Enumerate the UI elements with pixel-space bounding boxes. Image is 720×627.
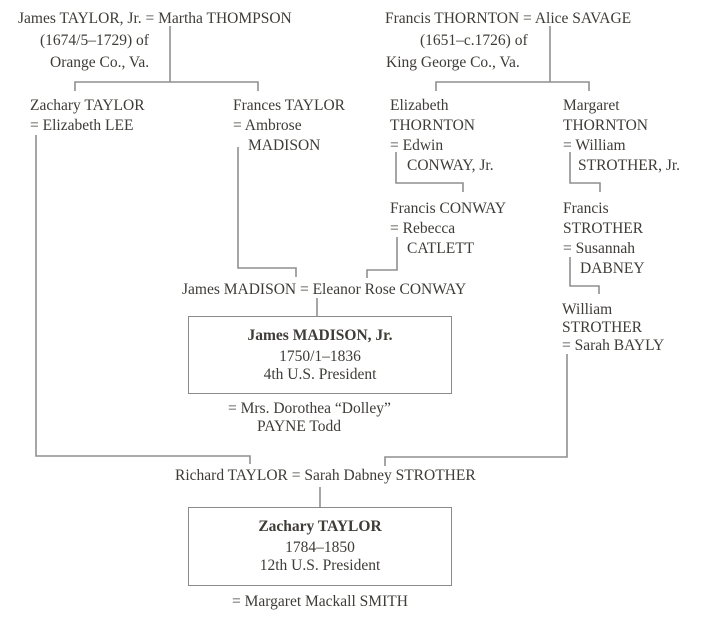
- person-line: William: [562, 301, 613, 318]
- president-name: Zachary TAYLOR: [258, 518, 382, 535]
- couple-name: James TAYLOR, Jr. = Martha THOMPSON: [18, 10, 292, 27]
- president-title: 12th U.S. President: [259, 557, 381, 574]
- person-line: Francis CONWAY: [390, 200, 507, 217]
- spouse-line: MADISON: [248, 137, 321, 154]
- president-name: James MADISON, Jr.: [247, 326, 393, 344]
- couple-place: Orange Co., Va.: [50, 54, 150, 71]
- president-title: 4th U.S. President: [263, 365, 377, 383]
- couple-name: Francis THORNTON = Alice SAVAGE: [385, 10, 632, 27]
- spouse-line: PAYNE Todd: [257, 418, 342, 435]
- connector-line: [36, 135, 250, 464]
- couple-dates: (1674/5–1729) of: [40, 32, 149, 49]
- person-line: Elizabeth: [390, 97, 449, 114]
- person-line: STROTHER: [563, 220, 644, 237]
- couple-dates: (1651–c.1726) of: [420, 32, 528, 49]
- connector-line: [436, 82, 589, 91]
- james-madison-jr-box: [188, 316, 452, 394]
- spouse-line: DABNEY: [580, 260, 645, 277]
- spouse-line: = Edwin: [390, 137, 444, 154]
- person-line: Zachary TAYLOR: [30, 97, 145, 114]
- spouse-line: STROTHER, Jr.: [578, 157, 681, 174]
- connector-line: [75, 82, 258, 91]
- spouse-line: = Margaret Mackall SMITH: [232, 593, 408, 610]
- president-dates: 1750/1–1836: [279, 347, 361, 365]
- couple-name: James MADISON = Eleanor Rose CONWAY: [182, 281, 467, 298]
- person-line: STROTHER: [562, 319, 643, 336]
- person-line: Frances TAYLOR: [233, 97, 345, 114]
- president-dates: 1784–1850: [285, 539, 355, 556]
- spouse-line: = William: [563, 137, 626, 154]
- connector-line: [238, 147, 296, 277]
- spouse-line: = Mrs. Dorothea “Dolley”: [228, 400, 391, 417]
- person-line: THORNTON: [563, 117, 648, 134]
- zachary-taylor-box: [188, 507, 452, 586]
- couple-name: Richard TAYLOR = Sarah Dabney STROTHER: [175, 467, 476, 484]
- spouse-line: = Susannah: [563, 240, 636, 257]
- spouse-line: CONWAY, Jr.: [407, 157, 494, 174]
- person-line: Francis: [563, 200, 609, 217]
- spouse-line: CATLETT: [407, 240, 475, 257]
- connector-line: [367, 237, 397, 278]
- spouse-line: = Ambrose: [233, 117, 302, 134]
- person-line: Margaret: [563, 97, 620, 114]
- person-line: THORNTON: [390, 117, 475, 134]
- spouse-line: = Elizabeth LEE: [30, 117, 134, 134]
- spouse-line: = Sarah BAYLY: [562, 337, 665, 354]
- spouse-line: = Rebecca: [390, 220, 456, 237]
- couple-place: King George Co., Va.: [386, 54, 520, 71]
